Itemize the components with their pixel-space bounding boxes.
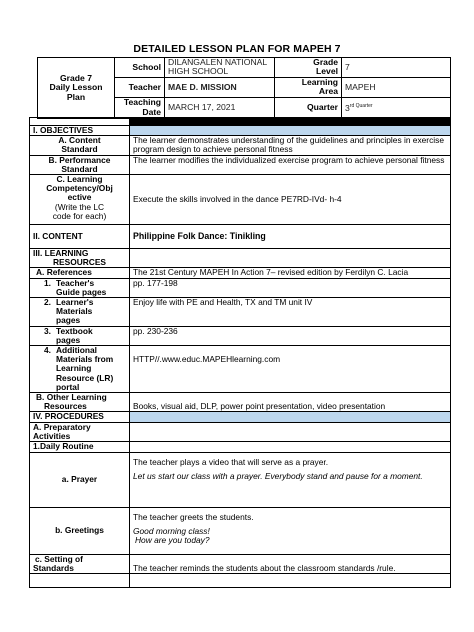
daily-routine-label: 1.Daily Routine bbox=[30, 442, 130, 453]
references-text: The 21st Century MAPEH In Action 7– revised edition by Ferdilyn C. Lacia bbox=[130, 268, 451, 278]
learning-resources-shade bbox=[130, 249, 451, 268]
quarter-label: Quarter bbox=[275, 97, 342, 118]
school-value: DILANGALEN NATIONAL HIGH SCHOOL bbox=[165, 58, 275, 78]
header-table bbox=[37, 57, 451, 119]
procedures-shade bbox=[130, 412, 451, 422]
prayer-label: a. Prayer bbox=[30, 453, 130, 508]
performance-standard-text: The learner modifies the individualized exercise program to achieve personal fitness bbox=[130, 155, 451, 174]
performance-standard-label: B. Performance Standard bbox=[30, 155, 130, 174]
other-resources-label: B. Other Learning Resources bbox=[30, 393, 130, 412]
page-title: DETAILED LESSON PLAN FOR MAPEH 7 bbox=[133, 43, 341, 55]
textbook-pages-text: pp. 230-236 bbox=[130, 326, 451, 345]
teachers-guide-text: pp. 177-198 bbox=[130, 278, 451, 297]
grade-level-value: 7 bbox=[342, 58, 451, 78]
learning-competency-label: C. Learning Competency/Obj ective (Write the LC code for each) bbox=[30, 175, 130, 225]
teachers-guide-label: 1. Teacher's Guide pages bbox=[30, 278, 130, 297]
learners-materials-label: 2. Learner's Materials pages bbox=[30, 298, 130, 327]
greetings-italic-2: How are you today? bbox=[135, 535, 210, 546]
additional-materials-label: 4. Additional Materials from Learning Resource (LR) portal bbox=[30, 346, 130, 393]
learning-competency-text: Execute the skills involved in the dance PE7RD-IVd- h-4 bbox=[130, 175, 451, 225]
other-resources-text: Books, visual aid, DLP, power point presentation, video presentation bbox=[130, 393, 451, 412]
teacher-value: MAE D. MISSION bbox=[165, 77, 275, 97]
greetings-italic-1: Good morning class! bbox=[133, 526, 210, 537]
school-label: School bbox=[115, 58, 165, 78]
lesson-plan-table bbox=[29, 117, 451, 588]
preparatory-activities-label: A. Preparatory Activities bbox=[30, 422, 130, 441]
blank-row-cell bbox=[130, 574, 451, 588]
prayer-text: The teacher plays a video that will serve as a prayer. bbox=[133, 457, 329, 468]
content-standard-label: A. Content Standard bbox=[30, 136, 130, 155]
content-heading: II. CONTENT bbox=[30, 225, 130, 249]
greetings-text: The teacher greets the students. bbox=[133, 512, 254, 523]
setting-standards-text: The teacher reminds the students about the classroom standards /rule. bbox=[130, 555, 451, 574]
teaching-date-label: Teaching Date bbox=[115, 97, 165, 118]
grade-level-label: Grade Level bbox=[275, 58, 342, 78]
black-bar bbox=[130, 118, 451, 126]
content-standard-text: The learner demonstrates understanding of the guidelines and principles in exercise program design to achieve personal fitness bbox=[130, 136, 451, 155]
daily-lesson-plan-label: Grade 7 Daily Lesson Plan bbox=[38, 58, 115, 119]
prayer-cell bbox=[130, 453, 451, 508]
procedures-heading: IV. PROCEDURES bbox=[30, 412, 130, 422]
quarter-value: $3^{rd Quarter}$ bbox=[342, 97, 451, 118]
greetings-cell bbox=[130, 508, 451, 555]
setting-standards-label: c. Setting of Standards bbox=[30, 555, 130, 574]
references-label: A. References bbox=[30, 268, 130, 278]
daily-routine-cell bbox=[130, 442, 451, 453]
objectives-shade bbox=[130, 126, 451, 136]
teaching-date-value: MARCH 17, 2021 bbox=[165, 97, 275, 118]
textbook-pages-label: 3. Textbook pages bbox=[30, 326, 130, 345]
learners-materials-text: Enjoy life with PE and Health, TX and TM unit IV bbox=[130, 298, 451, 327]
prayer-italic-text: Let us start our class with a prayer. Everybody stand and pause for a moment. bbox=[133, 471, 423, 482]
learning-area-label: Learning Area bbox=[275, 77, 342, 97]
objectives-heading: I. OBJECTIVES bbox=[30, 126, 130, 136]
preparatory-activities-cell bbox=[130, 422, 451, 441]
greetings-label: b. Greetings bbox=[30, 508, 130, 555]
learning-area-value: MAPEH bbox=[342, 77, 451, 97]
learning-resources-heading: III. LEARNING RESOURCES bbox=[30, 249, 130, 268]
content-text: Philippine Folk Dance: Tinikling bbox=[130, 225, 451, 249]
teacher-label: Teacher bbox=[115, 77, 165, 97]
additional-materials-link[interactable]: HTTP//.www.educ.MAPEHlearning.com bbox=[130, 346, 451, 393]
blank-row-label bbox=[30, 574, 130, 588]
